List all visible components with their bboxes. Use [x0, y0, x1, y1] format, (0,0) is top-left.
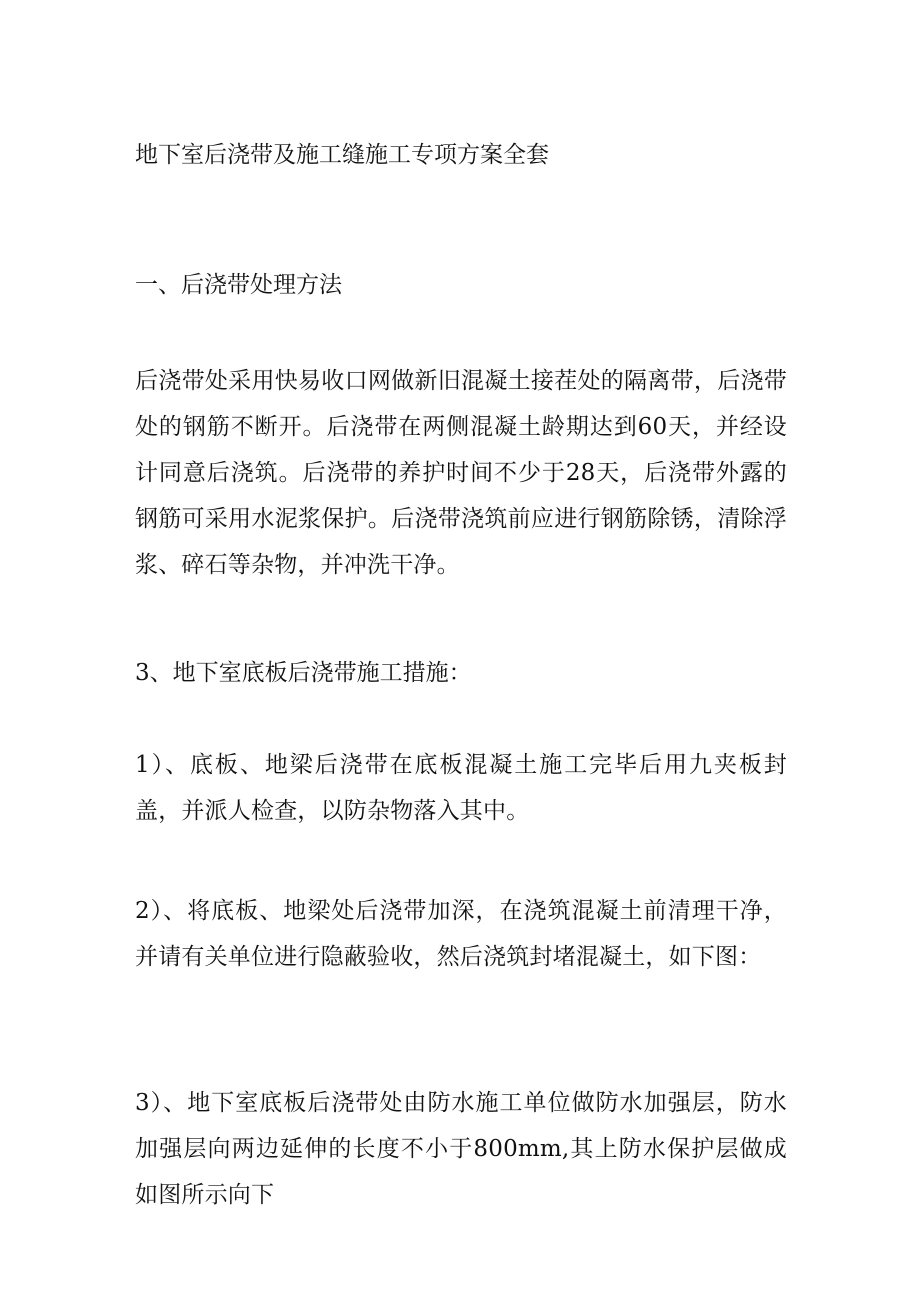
section-1-paragraph: 后浇带处采用快易收口网做新旧混凝土接茬处的隔离带，后浇带处的钢筋不断开。后浇带在两侧混凝土龄期达到60天，并经设计同意后浇筑。后浇带的养护时间不少于28天，后浇带外露的钢筋可采用水泥浆保护。后浇带浇筑前应进行钢筋除锈，清除浮浆、碎石等杂物，并冲洗干净。	[135, 368, 787, 578]
list-item-1: 1）、底板、地梁后浇带在底板混凝土施工完毕后用九夹板封盖，并派人检查，以防杂物落入其中。	[135, 752, 787, 824]
section-heading-3: 3、地下室底板后浇带施工措施：	[135, 660, 472, 686]
list-item-3: 3）、地下室底板后浇带处由防水施工单位做防水加强层，防水加强层向两边延伸的长度不小于800mm,其上防水保护层做成如图所示向下	[135, 1090, 787, 1208]
document-title: 地下室后浇带及施工缝施工专项方案全套	[135, 142, 549, 168]
section-heading-1: 一、后浇带处理方法	[135, 272, 342, 298]
list-item-2: 2）、将底板、地梁处后浇带加深，在浇筑混凝土前清理干净，并请有关单位进行隐蔽验收，然后浇筑封堵混凝土，如下图：	[135, 898, 787, 970]
